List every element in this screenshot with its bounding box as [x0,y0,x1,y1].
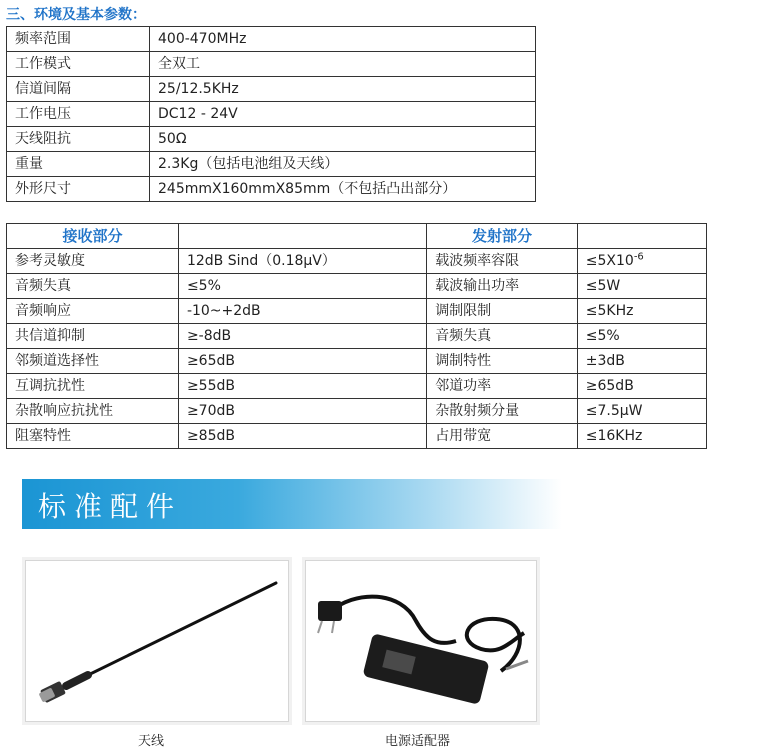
accessories-banner [22,479,562,529]
specs-header-row [7,224,707,249]
table-row [7,52,536,77]
specs-table [6,223,707,449]
adapter-caption: 电源适配器 [385,734,451,749]
tx-label: 调制限制 [427,299,578,324]
rx-value: ≥70dB [178,399,426,424]
param-label: 工作模式 [7,52,150,77]
table-row [7,299,707,324]
banner-title: 标准配件 [38,490,183,523]
tx-exponent: -6 [633,251,644,263]
param-value: 400-470MHz [150,27,536,52]
table-row [7,127,536,152]
tx-value: ≤5% [577,324,706,349]
rx-label: 邻频道选择性 [7,349,179,374]
antenna-icon [26,561,288,721]
tx-label: 邻道功率 [427,374,578,399]
tx-value: ±3dB [577,349,706,374]
tx-value: ≤5KHz [577,299,706,324]
rx-label: 互调抗扰性 [7,374,179,399]
rx-value: ≥-8dB [178,324,426,349]
param-value: 25/12.5KHz [150,77,536,102]
rx-label: 共信道抑制 [7,324,179,349]
power-adapter-icon [306,561,536,721]
table-row [7,77,536,102]
param-label: 频率范围 [7,27,150,52]
antenna-photo [25,560,289,722]
rx-value: ≤5% [178,274,426,299]
rx-label: 杂散响应抗扰性 [7,399,179,424]
tx-value: ≤5W [577,274,706,299]
rx-label: 阻塞特性 [7,424,179,449]
param-label: 天线阻抗 [7,127,150,152]
table-row [7,424,707,449]
rx-value: ≥65dB [178,349,426,374]
empty-cell [178,224,426,249]
param-value: 50Ω [150,127,536,152]
rx-label: 音频响应 [7,299,179,324]
tx-value: ≥65dB [577,374,706,399]
antenna-caption: 天线 [138,734,165,749]
table-row [7,177,536,202]
table-row [7,349,707,374]
table-row [7,102,536,127]
transmit-header: 发射部分 [427,224,578,249]
table-row [7,249,707,274]
section-title: 三、环境及基本参数： [6,7,146,23]
tx-label: 载波输出功率 [427,274,578,299]
tx-label: 音频失真 [427,324,578,349]
rx-value: 12dB Sind（0.18µV） [178,249,426,274]
empty-cell [577,224,706,249]
rx-label: 音频失真 [7,274,179,299]
param-label: 工作电压 [7,102,150,127]
rx-value: ≥85dB [178,424,426,449]
tx-value-cell [577,249,706,274]
table-row [7,27,536,52]
tx-label: 占用带宽 [427,424,578,449]
rx-value: -10~+2dB [178,299,426,324]
rx-label: 参考灵敏度 [7,249,179,274]
param-value: DC12 - 24V [150,102,536,127]
tx-value: ≤7.5µW [577,399,706,424]
tx-label: 杂散射频分量 [427,399,578,424]
tx-label: 调制特性 [427,349,578,374]
tx-label: 载波频率容限 [427,249,578,274]
param-label: 外形尺寸 [7,177,150,202]
basic-params-table [6,26,536,202]
adapter-photo [305,560,537,722]
table-row [7,399,707,424]
param-value: 2.3Kg（包括电池组及天线） [150,152,536,177]
receive-header: 接收部分 [7,224,179,249]
param-label: 信道间隔 [7,77,150,102]
table-row [7,152,536,177]
table-row [7,374,707,399]
table-row [7,324,707,349]
param-value: 全双工 [150,52,536,77]
tx-value: ≤5X10 [585,253,634,269]
table-row [7,274,707,299]
param-label: 重量 [7,152,150,177]
param-value: 245mmX160mmX85mm（不包括凸出部分） [150,177,536,202]
tx-value: ≤16KHz [577,424,706,449]
rx-value: ≥55dB [178,374,426,399]
